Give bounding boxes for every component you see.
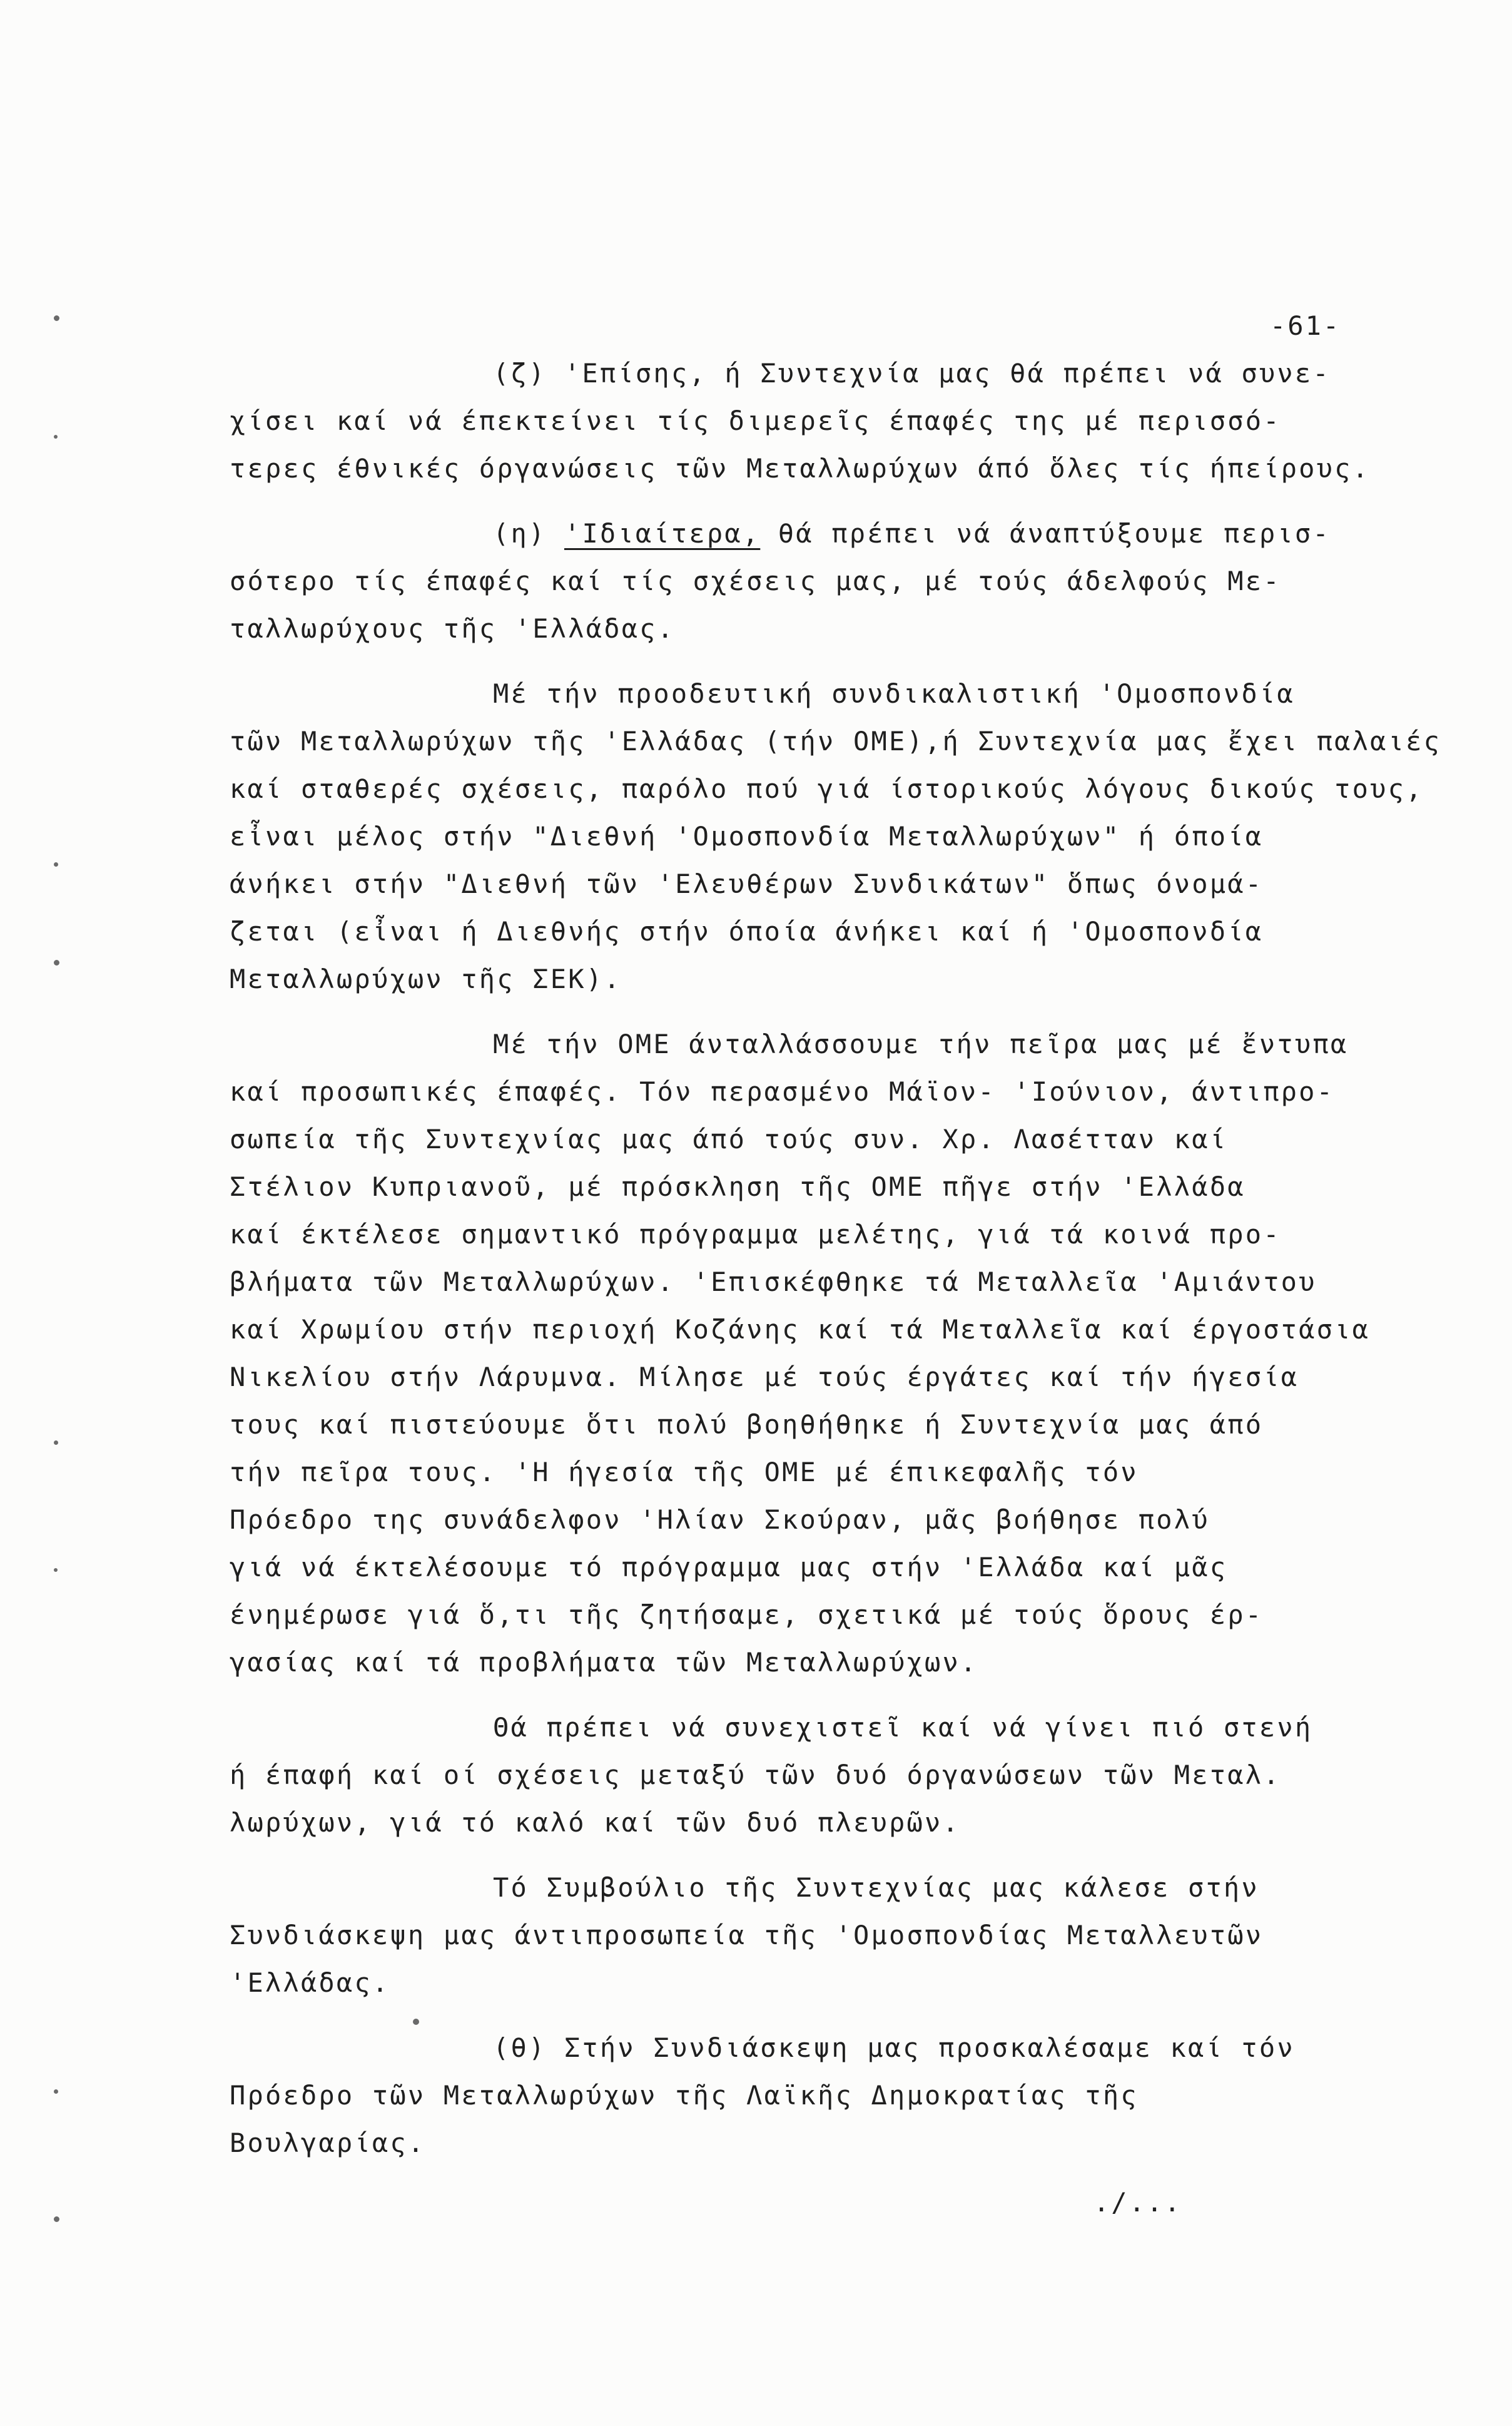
text-line: γιά νά έκτελέσουμε τό πρόγραμμα μας στήν 'Ελλάδα καί μᾶς bbox=[230, 1552, 1228, 1583]
item-label: (η) bbox=[493, 518, 564, 549]
text-line: καί προσωπικές έπαφές. Τόν περασμένο Μάϊον- 'Ιούνιον, άντιπρο- bbox=[230, 1076, 1335, 1107]
paragraph-ome bbox=[230, 670, 1481, 1003]
scan-mark bbox=[54, 315, 59, 321]
text-line bbox=[230, 510, 1481, 558]
scan-mark bbox=[54, 2216, 59, 2222]
scan-mark bbox=[54, 862, 58, 867]
text-line: βλήματα τῶν Μεταλλωρύχων. 'Επισκέφθηκε τά Μεταλλεῖα 'Αμιάντου bbox=[230, 1267, 1317, 1297]
text-line: (ζ) 'Επίσης, ή Συντεχνία μας θά πρέπει νά συνε- bbox=[493, 358, 1331, 389]
text-line: λωρύχων, γιά τό καλό καί τῶν δυό πλευρῶν. bbox=[230, 1807, 960, 1838]
text-line: σωπεία τῆς Συντεχνίας μας άπό τούς συν. Χρ. Λασέτταν καί bbox=[230, 1124, 1228, 1154]
paragraph-theta bbox=[230, 2024, 1481, 2167]
text-line: καί Χρωμίου στήν περιοχή Κοζάνης καί τά Μεταλλεῖα καί έργοστάσια bbox=[230, 1314, 1371, 1345]
text-line: τερες έθνικές όργανώσεις τῶν Μεταλλωρύχων άπό ὅλες τίς ήπείρους. bbox=[230, 453, 1371, 484]
text-line: τους καί πιστεύουμε ὅτι πολύ βοηθήθηκε ή Συντεχνία μας άπό bbox=[230, 1409, 1264, 1440]
paragraph-continue bbox=[230, 1704, 1481, 1847]
text-span: θά πρέπει νά άναπτύξουμε περισ- bbox=[760, 518, 1331, 549]
text-line: τῶν Μεταλλωρύχων τῆς 'Ελλάδας (τήν ΟΜΕ),ή Συντεχνία μας ἔχει παλαιές bbox=[230, 726, 1442, 757]
text-line: εἶναι μέλος στήν "Διεθνή 'Ομοσπονδία Μεταλλωρύχων" ή όποία bbox=[230, 821, 1264, 852]
scan-mark bbox=[54, 1440, 58, 1445]
text-line: Πρόεδρο της συνάδελφον 'Ηλίαν Σκούραν, μᾶς βοήθησε πολύ bbox=[230, 1504, 1210, 1535]
scan-mark bbox=[54, 2089, 58, 2094]
text-line: 'Ελλάδας. bbox=[230, 1967, 390, 1998]
document-body bbox=[230, 350, 1481, 2167]
text-line: χίσει καί νά έπεκτείνει τίς διμερεῖς έπαφές της μέ περισσό- bbox=[230, 405, 1281, 436]
scan-mark bbox=[54, 1568, 58, 1572]
text-line: ή έπαφή καί οί σχέσεις μεταξύ τῶν δυό όργανώσεων τῶν Μεταλ. bbox=[230, 1760, 1281, 1790]
text-line: σότερο τίς έπαφές καί τίς σχέσεις μας, μέ τούς άδελφούς Με- bbox=[230, 566, 1281, 596]
paragraph-eta bbox=[230, 510, 1481, 653]
text-line: Βουλγαρίας. bbox=[230, 2128, 426, 2158]
paragraph-zeta bbox=[230, 350, 1481, 492]
text-line: Στέλιον Κυπριανοῦ, μέ πρόσκληση τῆς ΟΜΕ πῆγε στήν 'Ελλάδα bbox=[230, 1171, 1246, 1202]
underlined-heading: 'Ιδιαίτερα, bbox=[564, 518, 761, 549]
text-line: Νικελίου στήν Λάρυμνα. Μίλησε μέ τούς έργάτες καί τήν ήγεσία bbox=[230, 1362, 1299, 1392]
text-line: Συνδιάσκεψη μας άντιπροσωπεία τῆς 'Ομοσπονδίας Μεταλλευτῶν bbox=[230, 1920, 1264, 1950]
text-line: γασίας καί τά προβλήματα τῶν Μεταλλωρύχων. bbox=[230, 1647, 978, 1678]
text-line: άνήκει στήν "Διεθνή τῶν 'Ελευθέρων Συνδικάτων" ὅπως όνομά- bbox=[230, 869, 1264, 899]
text-line: Τό Συμβούλιο τῆς Συντεχνίας μας κάλεσε στήν bbox=[493, 1872, 1259, 1903]
text-line: Μέ τήν προοδευτική συνδικαλιστική 'Ομοσπονδία bbox=[493, 678, 1295, 709]
text-line: Μεταλλωρύχων τῆς ΣΕΚ). bbox=[230, 964, 622, 994]
text-line: Πρόεδρο τῶν Μεταλλωρύχων τῆς Λαϊκῆς Δημοκρατίας τῆς bbox=[230, 2080, 1139, 2111]
text-line: τήν πεῖρα τους. 'Η ήγεσία τῆς ΟΜΕ μέ έπικεφαλῆς τόν bbox=[230, 1457, 1139, 1487]
paragraph-invitation bbox=[230, 1864, 1481, 2007]
text-line: Μέ τήν ΟΜΕ άνταλλάσσουμε τήν πεῖρα μας μέ ἔντυπα bbox=[493, 1029, 1349, 1059]
text-line: ταλλωρύχους τῆς 'Ελλάδας. bbox=[230, 613, 676, 644]
scan-mark bbox=[54, 435, 58, 439]
text-line: καί έκτέλεσε σημαντικό πρόγραμμα μελέτης, γιά τά κοινά προ- bbox=[230, 1219, 1281, 1250]
text-line: καί σταθερές σχέσεις, παρόλο πού γιά ίστορικούς λόγους δικούς τους, bbox=[230, 773, 1424, 804]
text-line: ζεται (εἶναι ή Διεθνής στήν όποία άνήκει καί ή 'Ομοσπονδία bbox=[230, 916, 1264, 947]
text-line: Θά πρέπει νά συνεχιστεῖ καί νά γίνει πιό στενή bbox=[493, 1712, 1313, 1743]
scan-mark bbox=[54, 960, 59, 966]
text-line: (θ) Στήν Συνδιάσκεψη μας προσκαλέσαμε καί τόν bbox=[493, 2032, 1295, 2063]
page-number: -61- bbox=[1270, 310, 1341, 341]
paragraph-exchange bbox=[230, 1021, 1481, 1686]
text-line: ένημέρωσε γιά ὅ,τι τῆς ζητήσαμε, σχετικά μέ τούς ὅρους έρ- bbox=[230, 1599, 1264, 1630]
continuation-mark: ./... bbox=[1093, 2187, 1182, 2218]
